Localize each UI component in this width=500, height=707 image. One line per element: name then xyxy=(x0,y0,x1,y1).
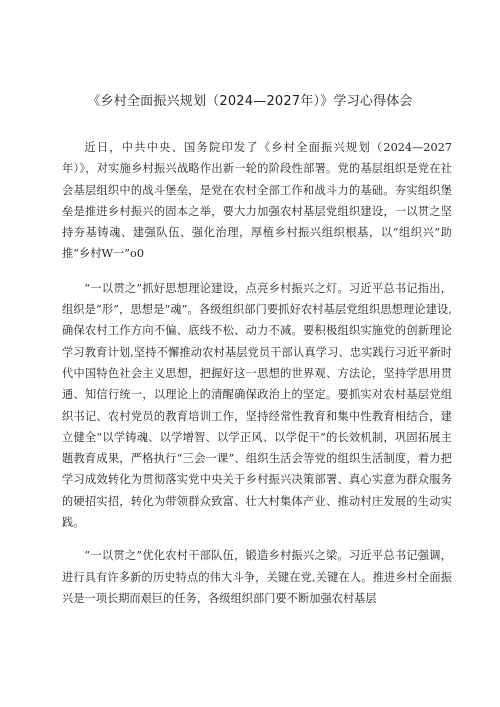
paragraph-ideology: “一以贯之”抓好思想理论建设，点亮乡村振兴之灯。习近平总书记指出，组织是“形”，思想是“魂”。各级组织部门要抓好农村基层党组织思想理论建设,确保农村工作方向不偏、底线不松、动力不减。要积极组织实施党的创新理论学习教育计划,坚持不懈推动农村基层党员干部认真学习、忠实践行习近平新时代中国特色社会主义思想，把握好这一思想的世界观、方法论，坚持学思用贯通、知信行统一，以理论上的清醒确保政治上的坚定。要抓实对农村基层党组织书记、农村党员的教育培训工作，坚持经常性教育和集中性教育相结合，建立健全“以学铸魂、以学增智、以学正风、以学促干”的长效机制，巩固拓展主题教育成果，严格执行“三会一课”、组织生活会等党的组织生活制度，着力把学习成效转化为贯彻落实党中央关于乡村振兴决策部署、真心实意为群众服务的硬招实招，转化为带领群众致富、壮大村集体产业、推动村庄发展的生动实践。 xyxy=(62,281,452,530)
document-title: 《乡村全面振兴规划（2024—2027年）》学习心得体会 xyxy=(87,94,413,109)
paragraph-cadre-team: “一以贯之”优化农村干部队伍，锻造乡村振兴之梁。习近平总书记强调，进行具有许多新的历史特点的伟大斗争，关键在党,关键在人。推进乡村全面振兴是一项长期而艰巨的任务，各级组织部门要不断加强农村基层 xyxy=(62,549,452,605)
paragraph-intro: 近日，中共中央、国务院印发了《乡村全面振兴规划（2024—2027年）》，对实施乡村振兴战略作出新一轮的阶段性部署。党的基层组织是党在社会基层组织中的战斗堡垒，是党在农村全部工作和战斗力的基础。夯实组织堡垒是推进乡村振兴的固本之举，要大力加强农村基层党组织建设，一以贯之坚持夯基铸魂、建强队伍、强化治理，厚植乡村振兴组织根基，以“组织兴”助推“乡村W一”o0 xyxy=(62,141,452,261)
document-body xyxy=(62,137,452,609)
